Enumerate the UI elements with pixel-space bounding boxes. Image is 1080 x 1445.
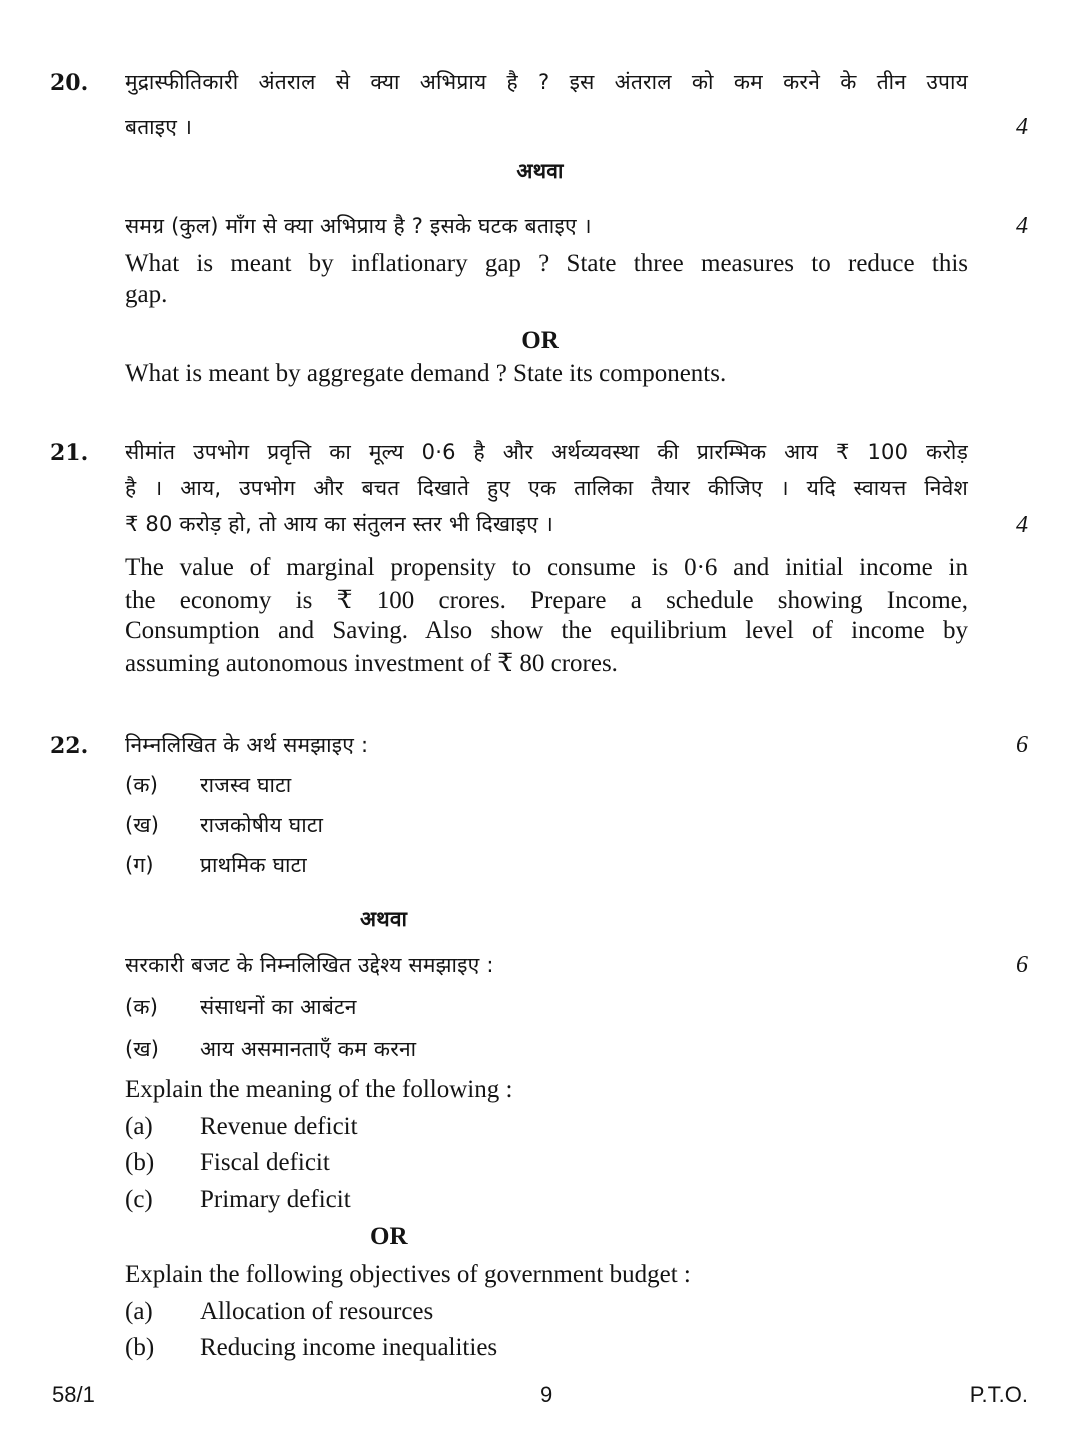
q22-hindi-item-label-1: (क) <box>125 773 159 797</box>
q20-or-english: OR <box>521 327 559 354</box>
q22-hindi-item-3: प्राथमिक घाटा <box>200 853 307 877</box>
q22-english-alt-item-2: Reducing income inequalities <box>200 1334 498 1361</box>
q22-hindi-intro: निम्नलिखित के अर्थ समझाइए : <box>125 733 369 757</box>
q22-english-item-label-1: (a) <box>125 1113 153 1140</box>
question-number-21: 21. <box>50 440 89 466</box>
q22-english-alt-intro: Explain the following objectives of government budget : <box>125 1261 691 1288</box>
q20-hindi-alternative: समग्र (कुल) माँग से क्या अभिप्राय है ? इसके घटक बताइए । <box>125 214 592 238</box>
q21-english-line-3: Consumption and Saving. Also show the equilibrium level of income by <box>125 617 968 644</box>
paper-code: 58/1 <box>52 1382 95 1407</box>
q22-english-item-1: Revenue deficit <box>200 1113 358 1140</box>
q21-english-line-1: The value of marginal propensity to consume is 0·6 and initial income in <box>125 554 968 581</box>
q21-english-line-2: the economy is ₹ 100 crores. Prepare a schedule showing Income, <box>125 587 968 614</box>
q22-marks: 6 <box>1016 732 1028 758</box>
q22-english-alt-item-label-1: (a) <box>125 1298 153 1325</box>
q22-hindi-alt-item-label-2: (ख) <box>125 1037 160 1061</box>
q21-marks: 4 <box>1016 512 1028 538</box>
q22-hindi-alt-item-label-1: (क) <box>125 995 159 1019</box>
q22-hindi-item-1: राजस्व घाटा <box>200 773 292 797</box>
q22-english-item-label-2: (b) <box>125 1149 155 1176</box>
question-number-20: 20. <box>50 70 89 96</box>
q22-hindi-item-2: राजकोषीय घाटा <box>200 813 324 837</box>
q22-english-intro: Explain the meaning of the following : <box>125 1076 513 1103</box>
q22-or-hindi: अथवा <box>360 907 408 931</box>
page-number: 9 <box>540 1382 553 1407</box>
q21-hindi-line-2: है । आय, उपभोग और बचत दिखाते हुए एक तालिका तैयार कीजिए । यदि स्वायत्त निवेश <box>125 476 968 500</box>
q20-hindi-line-2: बताइए । <box>125 115 193 139</box>
q22-english-item-label-3: (c) <box>125 1186 153 1213</box>
q22-english-item-3: Primary deficit <box>200 1186 351 1213</box>
q20-alt-marks: 4 <box>1016 213 1028 239</box>
q22-english-alt-item-label-2: (b) <box>125 1334 155 1361</box>
q20-english-line-2: gap. <box>125 281 168 308</box>
q22-hindi-item-label-3: (ग) <box>125 853 154 877</box>
pto-label: P.T.O. <box>969 1382 1028 1407</box>
q20-or-hindi: अथवा <box>516 159 564 183</box>
question-number-22: 22. <box>50 733 89 759</box>
q20-english-line-1: What is meant by inflationary gap ? State three measures to reduce this <box>125 250 968 277</box>
q20-english-alternative: What is meant by aggregate demand ? State its components. <box>125 360 727 387</box>
q22-hindi-alt-item-1: संसाधनों का आबंटन <box>200 995 357 1019</box>
q22-alt-marks: 6 <box>1016 952 1028 978</box>
q22-hindi-alt-item-2: आय असमानताएँ कम करना <box>200 1037 417 1061</box>
q20-marks: 4 <box>1016 114 1028 140</box>
q22-english-alt-item-1: Allocation of resources <box>200 1298 434 1325</box>
q22-hindi-item-label-2: (ख) <box>125 813 160 837</box>
q21-hindi-line-1: सीमांत उपभोग प्रवृत्ति का मूल्य 0·6 है और अर्थव्यवस्था की प्रारम्भिक आय ₹ 100 करोड़ <box>125 440 968 464</box>
q21-english-line-4: assuming autonomous investment of ₹ 80 crores. <box>125 650 618 677</box>
q20-hindi-line-1: मुद्रास्फीतिकारी अंतराल से क्या अभिप्राय है ? इस अंतराल को कम करने के तीन उपाय <box>125 70 968 94</box>
q22-english-item-2: Fiscal deficit <box>200 1149 330 1176</box>
q22-or-english: OR <box>370 1223 408 1250</box>
q21-hindi-line-3: ₹ 80 करोड़ हो, तो आय का संतुलन स्तर भी दिखाइए । <box>125 512 554 536</box>
q22-hindi-alt-intro: सरकारी बजट के निम्नलिखित उद्देश्य समझाइए : <box>125 953 494 977</box>
